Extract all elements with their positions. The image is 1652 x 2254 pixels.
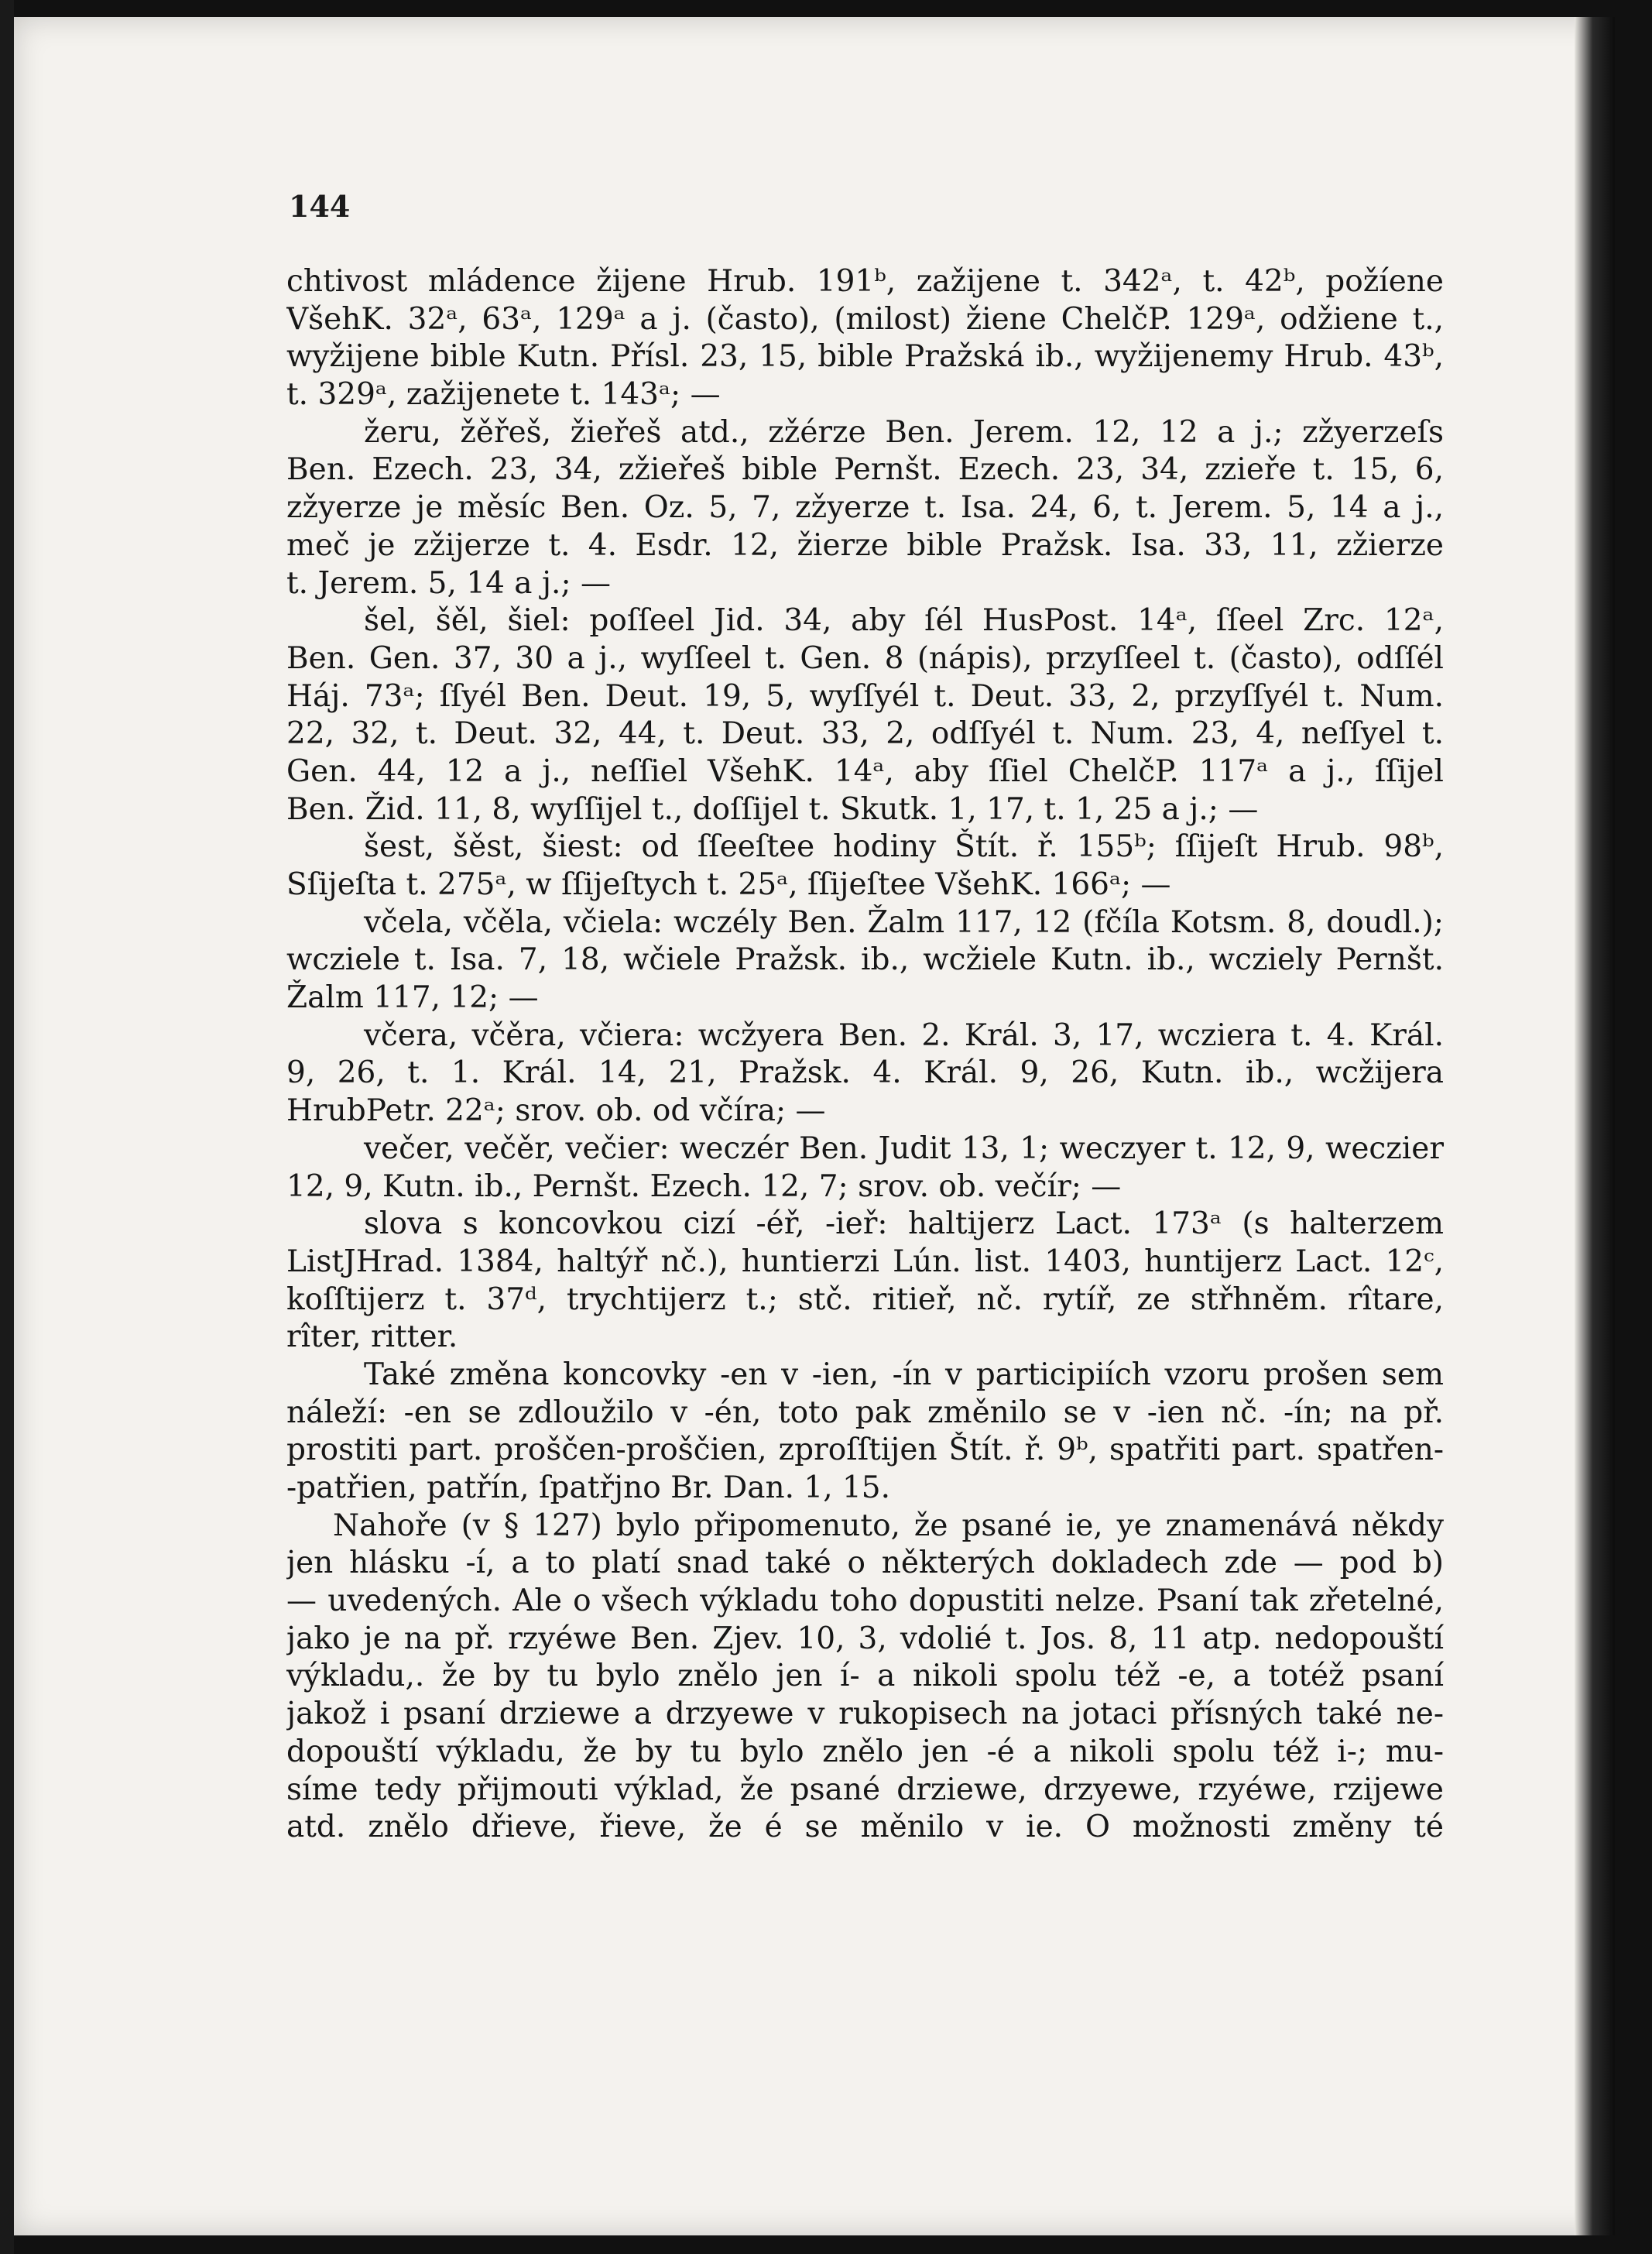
text-line: 12, 9, Kutn. ib., Pernšt. Ezech. 12, 7; srov. ob. večír; — bbox=[286, 1168, 1122, 1204]
text-line: výkladu,. že by tu bylo znělo jen í- a nikoli spolu též -e, a totéž psaní bbox=[286, 1659, 1444, 1694]
book-page bbox=[14, 17, 1615, 2235]
text-line: prostiti part. proščen-proščien, zproſſtijen Štít. ř. 9ᵇ, spatřiti part. spatřen- bbox=[286, 1432, 1444, 1468]
text-line: Ben. Ezech. 23, 34, zžieřeš bible Pernšt. Ezech. 23, 34, zzieře t. 15, 6, bbox=[286, 452, 1444, 488]
text-line: síme tedy přijmouti výklad, že psané drziewe, drzyewe, rzyéwe, rzijewe bbox=[286, 1772, 1444, 1807]
text-line: Gen. 44, 12 a j., neſſiel VšehK. 14ᵃ, aby ſſiel ChelčP. 117ᵃ a j., ſſijel bbox=[286, 753, 1444, 789]
text-line: 22, 32, t. Deut. 32, 44, t. Deut. 33, 2, odſſyél t. Num. 23, 4, neſſyel t. bbox=[286, 716, 1444, 752]
page-number: 144 bbox=[289, 189, 351, 224]
text-line: 9, 26, t. 1. Král. 14, 21, Pražsk. 4. Král. 9, 26, Kutn. ib., wcžijera bbox=[286, 1055, 1444, 1091]
text-line: t. Jerem. 5, 14 a j.; — bbox=[286, 565, 611, 601]
text-line: wcziele t. Isa. 7, 18, wčiele Pražsk. ib., wcžiele Kutn. ib., wcziely Pernšt. bbox=[286, 942, 1444, 978]
text-line: zžyerze je měsíc Ben. Oz. 5, 7, zžyerze t. Isa. 24, 6, t. Jerem. 5, 14 a j., bbox=[286, 490, 1444, 526]
text-line: šest, šěst, šiest: od ſſeeſtee hodiny Štít. ř. 155ᵇ; ſſijeſt Hrub. 98ᵇ, bbox=[364, 829, 1444, 865]
text-line: ListJHrad. 1384, haltýř nč.), huntierzi Lún. list. 1403, huntijerz Lact. 12ᶜ, bbox=[286, 1244, 1444, 1279]
text-line: včela, včěla, včiela: wczély Ben. Žalm 117, 12 (fčíla Kotsm. 8, doudl.); bbox=[364, 904, 1444, 940]
text-line: náleží: -en se zdloužilo v -én, toto pak změnilo se v -ien nč. -ín; na př. bbox=[286, 1395, 1444, 1430]
text-line: včera, včěra, včiera: wcžyera Ben. 2. Král. 3, 17, wcziera t. 4. Král. bbox=[364, 1017, 1444, 1053]
text-line: slova s koncovkou cizí -éř, -ieř: haltijerz Lact. 173ᵃ (s halterzem bbox=[364, 1206, 1444, 1242]
text-line: -patřien, patřín, ſpatřjno Br. Dan. 1, 15. bbox=[286, 1470, 891, 1505]
text-line: Ben. Gen. 37, 30 a j., wyſſeel t. Gen. 8 (nápis), przyſſeel t. (často), odſſél bbox=[286, 640, 1444, 676]
text-line: žeru, žěřeš, žieřeš atd., zžérze Ben. Jerem. 12, 12 a j.; zžyerzeſs bbox=[364, 414, 1444, 450]
text-line: dopouští výkladu, že by tu bylo znělo jen -é a nikoli spolu též i-; mu- bbox=[286, 1734, 1444, 1769]
text-line: Také změna koncovky -en v -ien, -ín v participiích vzoru prošen sem bbox=[364, 1357, 1444, 1392]
text-line: VšehK. 32ᵃ, 63ᵃ, 129ᵃ a j. (často), (milost) žiene ChelčP. 129ᵃ, odžiene t., bbox=[286, 301, 1444, 337]
text-line: Ben. Žid. 11, 8, wyſſijel t., doſſijel t. Skutk. 1, 17, t. 1, 25 a j.; — bbox=[286, 791, 1259, 827]
text-line: — uvedených. Ale o všech výkladu toho dopustiti nelze. Psaní tak zřetelné, bbox=[286, 1583, 1444, 1619]
text-line: rîter, ritter. bbox=[286, 1319, 458, 1355]
text-line: jako je na př. rzyéwe Ben. Zjev. 10, 3, vdolié t. Jos. 8, 11 atp. nedopouští bbox=[286, 1621, 1444, 1656]
text-line: večer, večěr, večier: weczér Ben. Judit 13, 1; weczyer t. 12, 9, weczier bbox=[364, 1130, 1444, 1166]
text-line: Háj. 73ᵃ; ſſyél Ben. Deut. 19, 5, wyſſyél t. Deut. 33, 2, przyſſyél t. Num. bbox=[286, 678, 1444, 714]
text-line: HrubPetr. 22ᵃ; srov. ob. od včíra; — bbox=[286, 1093, 826, 1129]
text-line: šel, šěl, šiel: poſſeel Jid. 34, aby ſél HusPost. 14ᵃ, ſſeel Zrc. 12ᵃ, bbox=[364, 603, 1444, 639]
text-line: jen hlásku -í, a to platí snad také o některých dokladech zde — pod b) bbox=[286, 1546, 1444, 1581]
text-line: atd. znělo dřieve, řieve, že é se měnilo v ie. O možnosti změny té bbox=[286, 1810, 1444, 1845]
text-line: Nahoře (v § 127) bylo připomenuto, že psané ie, ye znamenává někdy bbox=[333, 1508, 1444, 1543]
body-text bbox=[286, 263, 1444, 1847]
text-line: t. 329ᵃ, zažijenete t. 143ᵃ; — bbox=[286, 377, 721, 413]
text-line: meč je zžijerze t. 4. Esdr. 12, žierze bible Pražsk. Isa. 33, 11, zžierze bbox=[286, 527, 1444, 563]
text-line: jakož i psaní drziewe a drzyewe v rukopisech na jotaci přísných také ne- bbox=[286, 1697, 1444, 1732]
text-line: Žalm 117, 12; — bbox=[286, 980, 539, 1016]
text-line: wyžijene bible Kutn. Přísl. 23, 15, bible Pražská ib., wyžijenemy Hrub. 43ᵇ, bbox=[286, 339, 1444, 375]
text-line: chtivost mládence žijene Hrub. 191ᵇ, zažijene t. 342ᵃ, t. 42ᵇ, požíene bbox=[286, 264, 1444, 299]
scan-border bbox=[0, 0, 14, 2254]
text-line: koſſtijerz t. 37ᵈ, trychtijerz t.; stč. ritieř, nč. rytíř, ze střhněm. rîtare, bbox=[286, 1281, 1444, 1317]
text-line: Sſijeſta t. 275ᵃ, w ſſijeſtych t. 25ᵃ, ſſijeſtee VšehK. 166ᵃ; — bbox=[286, 867, 1171, 902]
page-gutter-shadow bbox=[1575, 17, 1615, 2235]
